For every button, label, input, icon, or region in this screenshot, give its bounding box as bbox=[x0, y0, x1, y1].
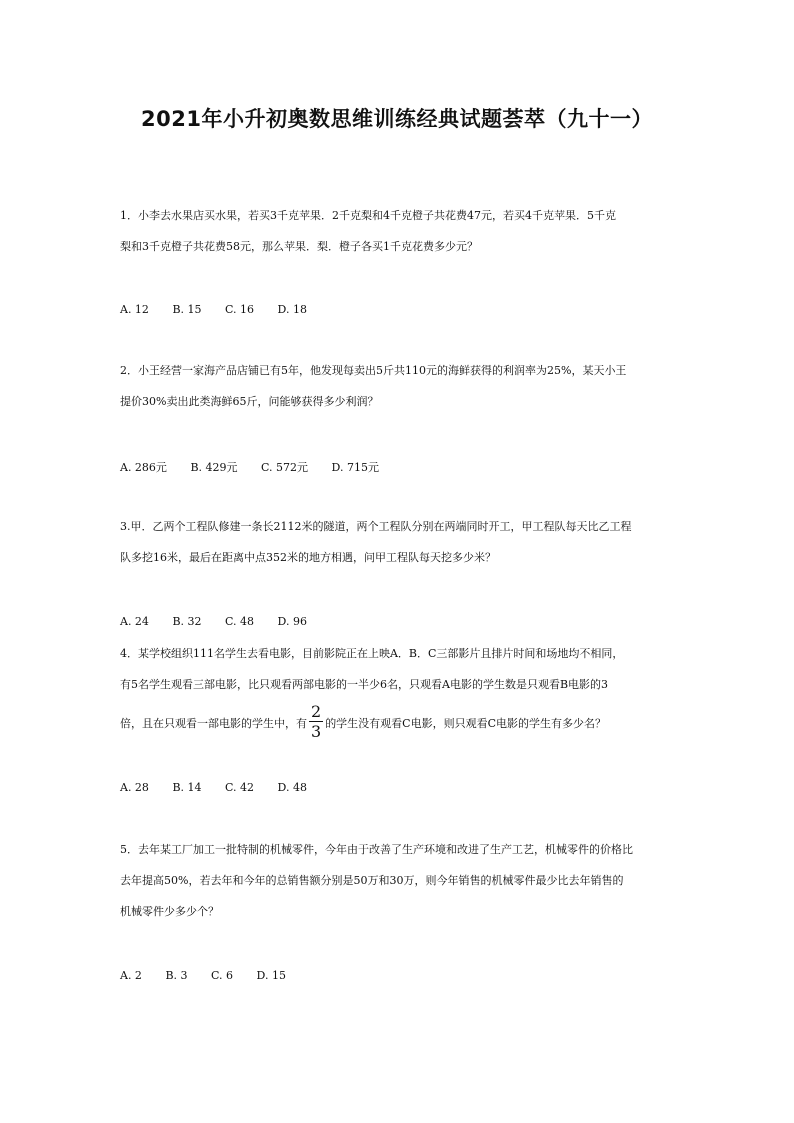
question-line: 4．某学校组织111名学生去看电影，目前影院正在上映A．B．C三部影片且排片时间和场地均不相同， bbox=[120, 647, 624, 660]
page-title: 2021年小升初奥数思维训练经典试题荟萃（九十一） bbox=[141, 107, 653, 131]
question-text: 倍，且在只观看一部电影的学生中，有 bbox=[120, 717, 307, 730]
question-line: 梨和3千克橙子共花费58元，那么苹果．梨．橙子各买1千克花费多少元？ bbox=[120, 240, 478, 253]
options-2 bbox=[120, 459, 399, 475]
options-1 bbox=[120, 303, 327, 316]
question-line bbox=[120, 702, 676, 742]
option-d: D. 15 bbox=[256, 969, 286, 982]
question-line: 队多挖16米，最后在距离中点352米的地方相遇，问甲工程队每天挖多少米？ bbox=[120, 551, 496, 564]
option-a: A. 24 bbox=[120, 615, 149, 628]
options-5 bbox=[120, 969, 306, 982]
question-line: 有5名学生观看三部电影，比只观看两部电影的一半少6名，只观看A电影的学生数是只观看B电影的3 bbox=[120, 678, 609, 691]
option-c: C. 16 bbox=[225, 303, 255, 316]
option-c: C. 6 bbox=[211, 969, 234, 982]
options-4 bbox=[120, 781, 327, 794]
option-a: A. 28 bbox=[120, 781, 149, 794]
fraction bbox=[309, 704, 323, 740]
question-2 bbox=[120, 355, 676, 417]
option-b: B. 14 bbox=[172, 781, 202, 794]
option-b: B. 429元 bbox=[190, 461, 238, 474]
options-3 bbox=[120, 615, 327, 628]
option-a: A. 2 bbox=[120, 969, 142, 982]
question-line: 机械零件少多少个？ bbox=[120, 905, 219, 918]
option-c: C. 48 bbox=[225, 615, 255, 628]
question-4 bbox=[120, 638, 676, 742]
option-d: D. 18 bbox=[277, 303, 307, 316]
question-line: 提价30%卖出此类海鲜65斤，问能够获得多少利润？ bbox=[120, 395, 379, 408]
option-a: A. 286元 bbox=[120, 461, 167, 474]
option-b: B. 15 bbox=[172, 303, 202, 316]
question-5 bbox=[120, 834, 676, 927]
fraction-denominator: 3 bbox=[311, 722, 322, 741]
option-d: D. 715元 bbox=[331, 461, 379, 474]
question-line: 1．小李去水果店买水果，若买3千克苹果．2千克梨和4千克橙子共花费47元，若买4千克苹果．5千克 bbox=[120, 209, 616, 222]
fraction-numerator: 2 bbox=[311, 702, 322, 721]
question-line: 2．小王经营一家海产品店铺已有5年，他发现每卖出5斤共110元的海鲜获得的利润率为25%，某天小王 bbox=[120, 364, 627, 377]
question-1 bbox=[120, 200, 676, 262]
option-c: C. 572元 bbox=[261, 461, 309, 474]
option-d: D. 48 bbox=[277, 781, 307, 794]
question-line: 去年提高50%，若去年和今年的总销售额分别是50万和30万，则今年销售的机械零件最少比去年销售的 bbox=[120, 874, 624, 887]
option-c: C. 42 bbox=[225, 781, 255, 794]
option-a: A. 12 bbox=[120, 303, 149, 316]
question-line: 3.甲．乙两个工程队修建一条长2112米的隧道，两个工程队分别在两端同时开工，甲工程队每天比乙工程 bbox=[120, 520, 632, 533]
question-3 bbox=[120, 511, 676, 573]
option-b: B. 32 bbox=[172, 615, 202, 628]
question-line: 5．去年某工厂加工一批特制的机械零件，今年由于改善了生产环境和改进了生产工艺，机械零件的价格比 bbox=[120, 843, 633, 856]
question-text: 的学生没有观看C电影，则只观看C电影的学生有多少名？ bbox=[325, 717, 607, 730]
option-d: D. 96 bbox=[277, 615, 307, 628]
option-b: B. 3 bbox=[165, 969, 188, 982]
